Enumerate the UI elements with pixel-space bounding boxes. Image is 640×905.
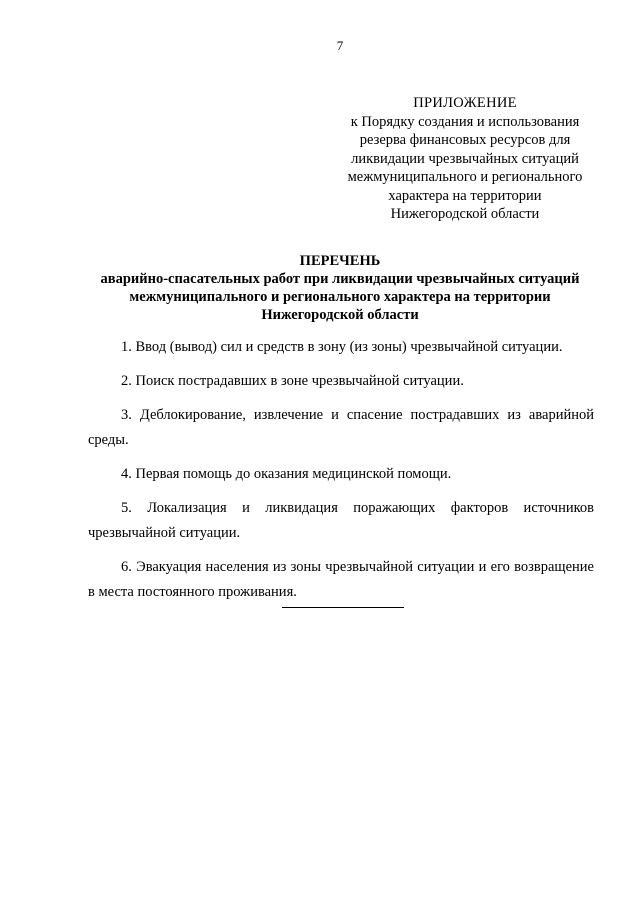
appendix-line: резерва финансовых ресурсов для — [359, 132, 571, 148]
appendix-line: к Порядку создания и использования — [350, 113, 580, 130]
list-item-4: 4. Первая помощь до оказания медицинской помощи. — [121, 466, 452, 482]
page-number: 7 — [336, 38, 344, 53]
appendix-title: ПРИЛОЖЕНИЕ — [413, 95, 517, 111]
heading-title: ПЕРЕЧЕНЬ — [299, 253, 381, 269]
document-heading — [70, 252, 610, 324]
heading-line: Нижегородской области — [261, 307, 419, 323]
list-item-2: 2. Поиск пострадавших в зоне чрезвычайной ситуации. — [121, 373, 464, 389]
heading-line: межмуниципального и регионального характера на территории — [129, 289, 551, 305]
appendix-line: ликвидации чрезвычайных ситуаций — [351, 150, 579, 167]
list-item-3: 3. Деблокирование, извлечение и спасение пострадавших из аварийной среды. — [88, 407, 594, 448]
appendix-line: характера на территории — [388, 187, 542, 204]
appendix-line: Нижегородской области — [390, 206, 540, 222]
list-item-1: 1. Ввод (вывод) сил и средств в зону (из зоны) чрезвычайной ситуации. — [121, 339, 563, 355]
heading-line: аварийно-спасательных работ при ликвидации чрезвычайных ситуаций — [100, 271, 580, 287]
works-list — [88, 335, 594, 614]
end-divider — [282, 607, 404, 608]
list-item-6: 6. Эвакуация населения из зоны чрезвычайной ситуации и его возвращение в места постоянного проживания. — [88, 559, 594, 600]
list-item-5: 5. Локализация и ликвидация поражающих факторов источников чрезвычайной ситуации. — [88, 500, 594, 541]
appendix-block — [330, 94, 600, 224]
appendix-line: межмуниципального и регионального — [347, 169, 583, 185]
